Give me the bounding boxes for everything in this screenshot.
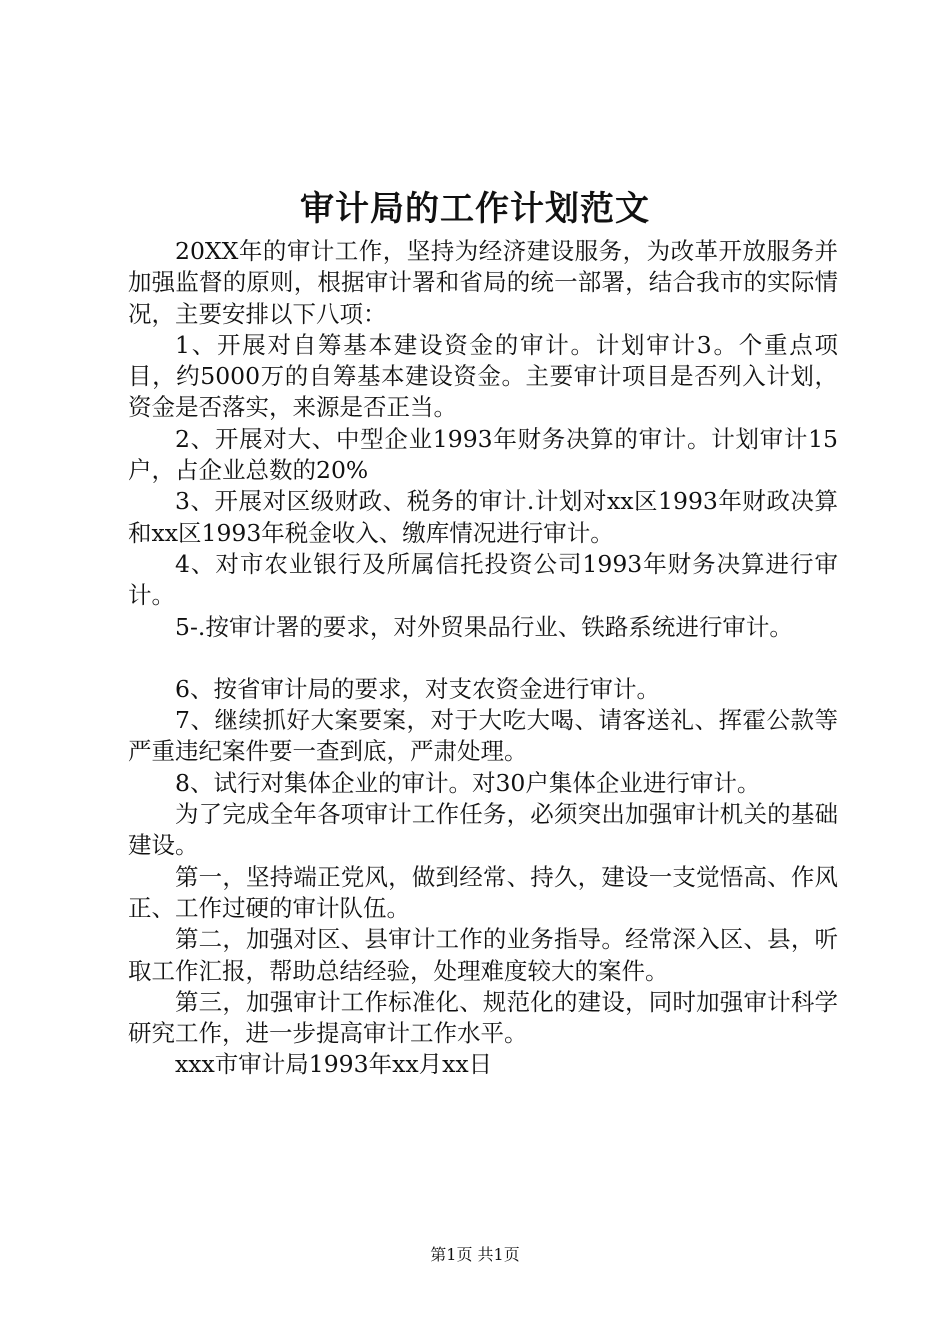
plan-item-4: 4、对市农业银行及所属信托投资公司1993年财务决算进行审计。 bbox=[128, 549, 838, 610]
plan-item-7: 7、继续抓好大案要案，对于大吃大喝、请客送礼、挥霍公款等严重违纪案件要一查到底，严肃处理。 bbox=[128, 706, 838, 766]
plan-item-6: 6、按省审计局的要求，对支农资金进行审计。 bbox=[175, 674, 660, 703]
plan-item-5: 5-.按审计署的要求，对外贸果品行业、铁路系统进行审计。 bbox=[175, 612, 793, 641]
document-body bbox=[128, 236, 838, 1081]
purpose-paragraph: 为了完成全年各项审计工作任务，必须突出加强审计机关的基础建设。 bbox=[128, 800, 838, 860]
plan-item-3: 3、开展对区级财政、税务的审计.计划对xx区1993年财政决算和xx区1993年税金收入、缴库情况进行审计。 bbox=[128, 487, 838, 547]
page-footer: 第1页 共1页 bbox=[430, 1245, 520, 1264]
measure-2: 第二，加强对区、县审计工作的业务指导。经常深入区、县，听取工作汇报，帮助总结经验，处理难度较大的案件。 bbox=[128, 925, 838, 985]
plan-item-2: 2、开展对大、中型企业1993年财务决算的审计。计划审计15户，占企业总数的20% bbox=[128, 424, 838, 485]
plan-item-1: 1、开展对自筹基本建设资金的审计。计划审计3。个重点项目，约5000万的自筹基本建设资金。主要审计项目是否列入计划，资金是否落实，来源是否正当。 bbox=[128, 330, 838, 422]
measure-3: 第三，加强审计工作标准化、规范化的建设，同时加强审计科学研究工作，进一步提高审计工作水平。 bbox=[128, 987, 838, 1048]
document-title: 审计局的工作计划范文 bbox=[300, 189, 650, 229]
measure-1: 第一，坚持端正党风，做到经常、持久，建设一支觉悟高、作风正、工作过硬的审计队伍。 bbox=[128, 862, 838, 922]
paragraph-gap bbox=[128, 643, 838, 674]
intro-paragraph: 20XX年的审计工作，坚持为经济建设服务，为改革开放服务并加强监督的原则，根据审计署和省局的统一部署，结合我市的实际情况，主要安排以下八项： bbox=[128, 237, 838, 328]
signature-line: xxx市审计局1993年xx月xx日 bbox=[175, 1050, 493, 1079]
plan-item-8: 8、试行对集体企业的审计。对30户集体企业进行审计。 bbox=[175, 768, 761, 797]
